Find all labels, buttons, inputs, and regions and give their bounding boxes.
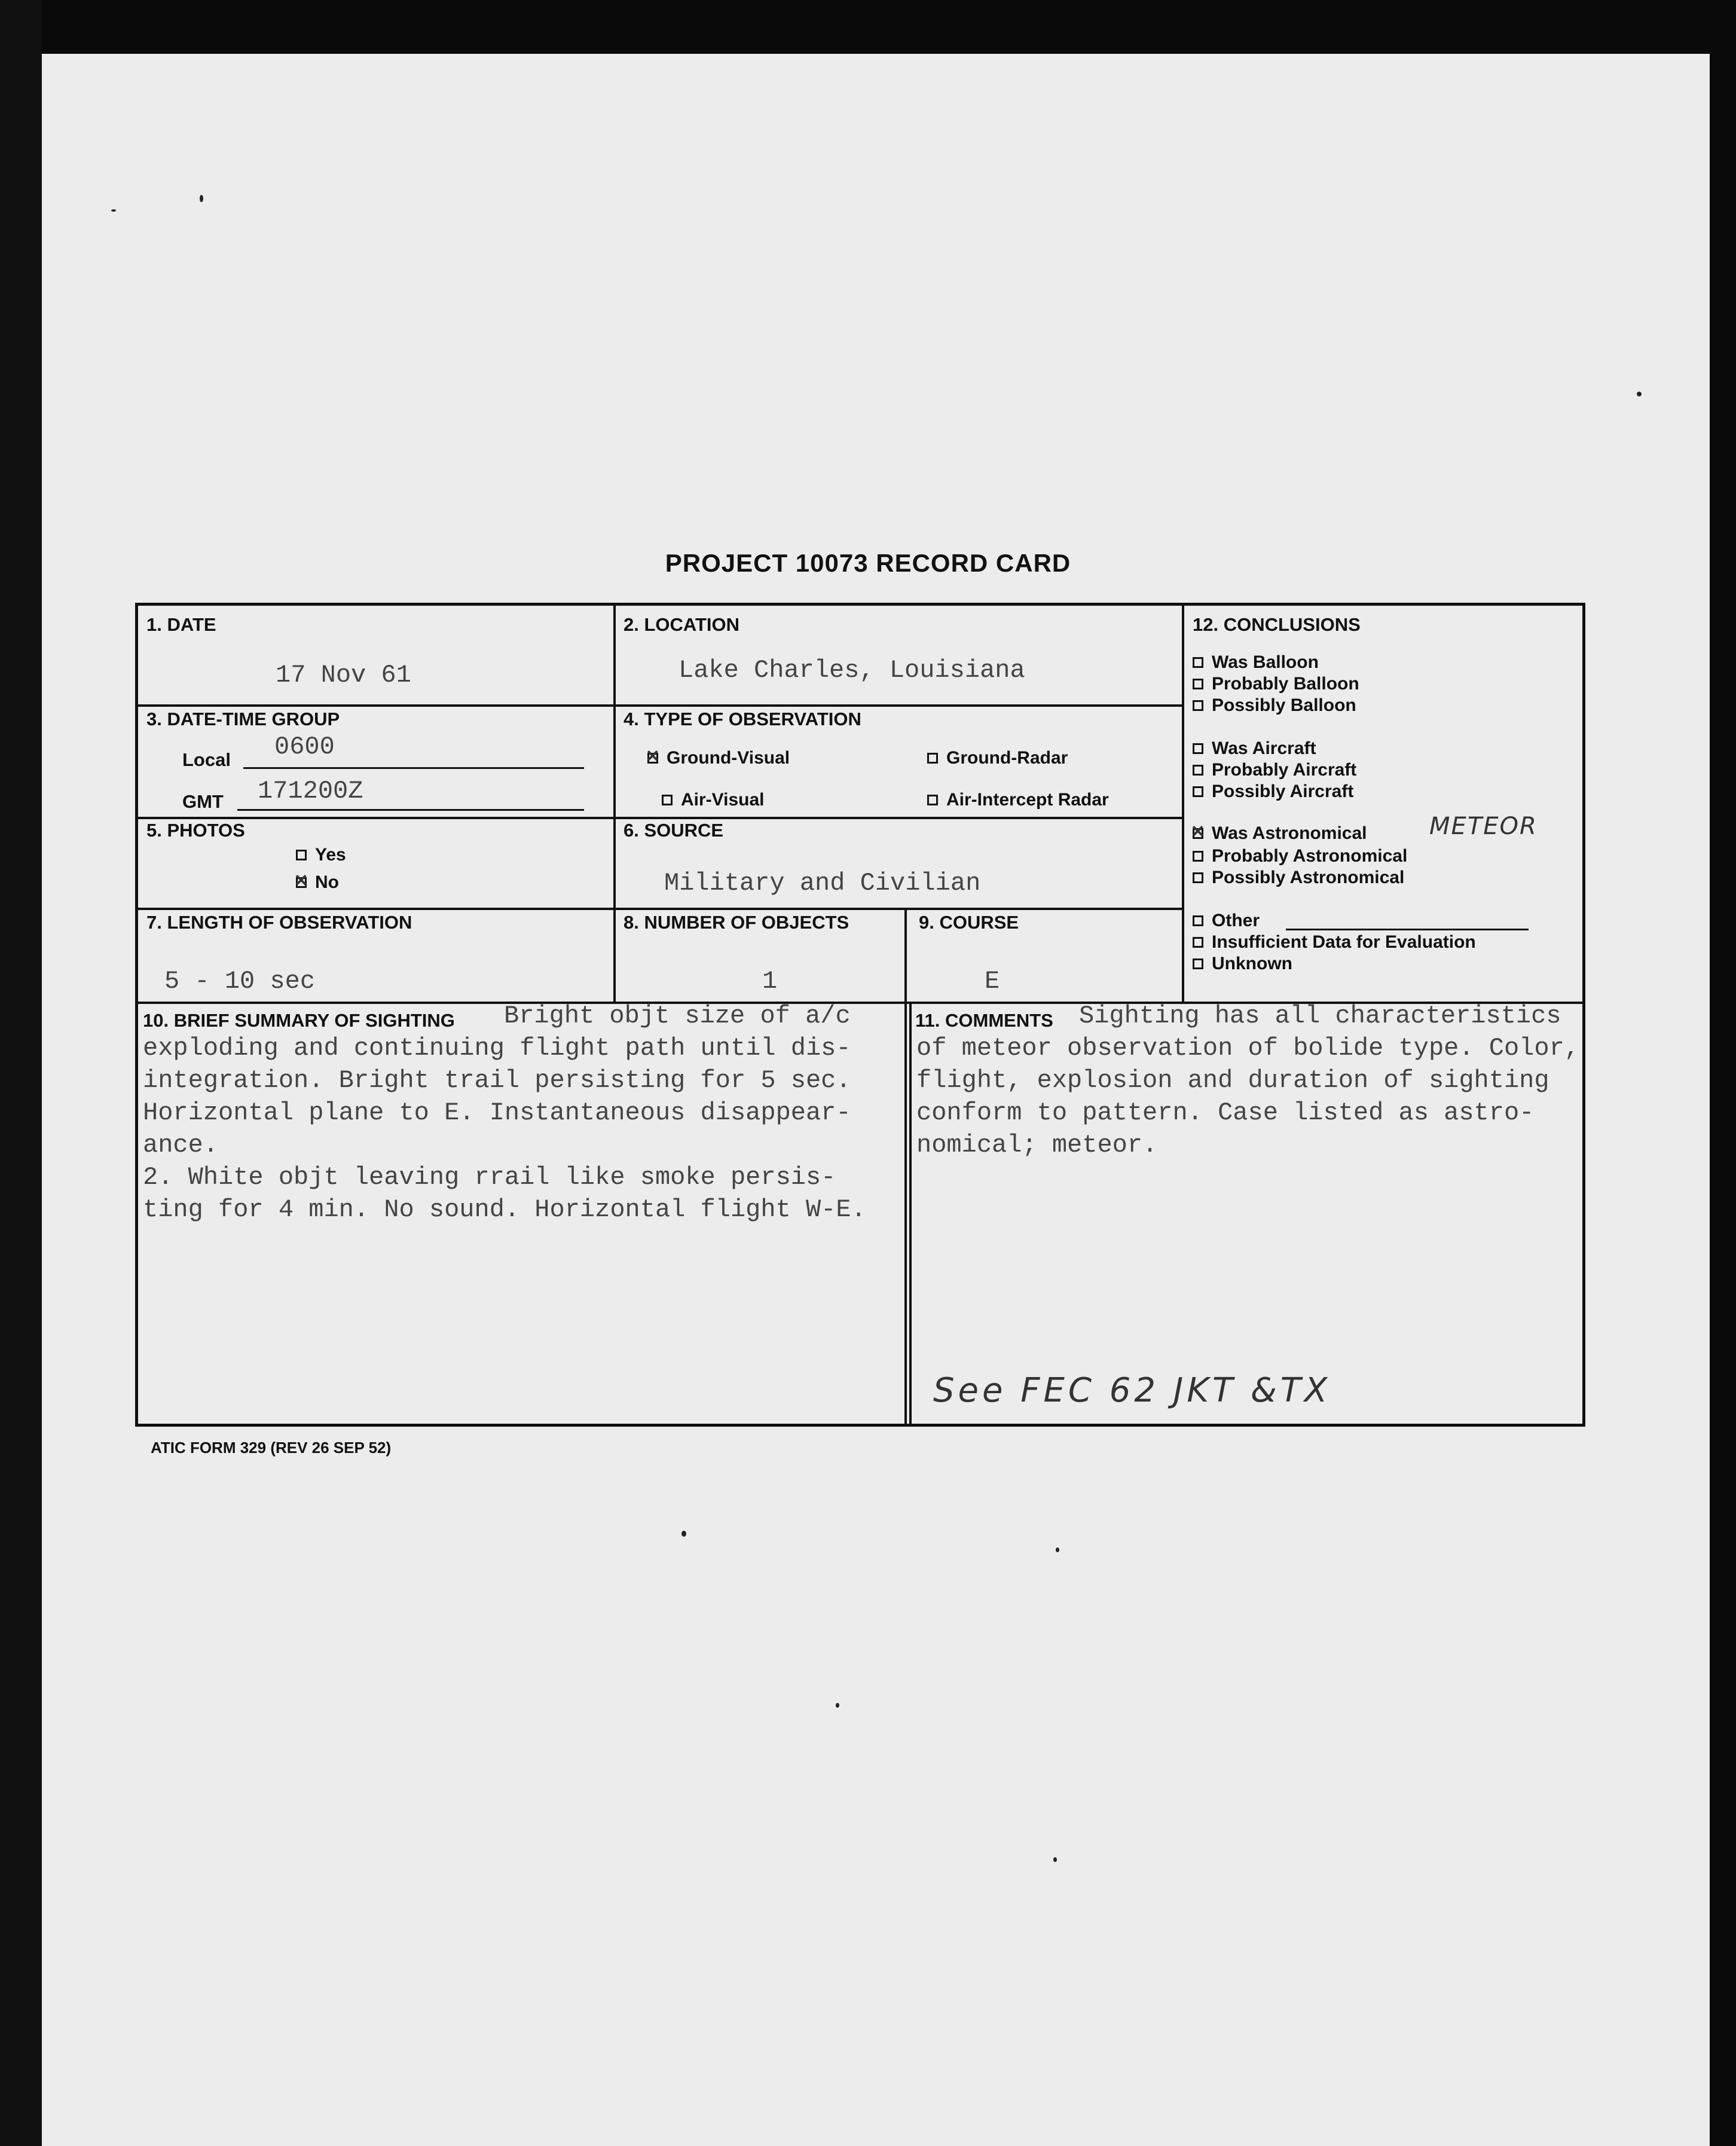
checkbox[interactable] (1193, 700, 1203, 711)
comments-line: flight, explosion and duration of sighting (916, 1066, 1549, 1095)
date-value: 17 Nov 61 (276, 661, 411, 689)
summary-line: ance. (143, 1131, 219, 1159)
course-label: 9. COURSE (919, 912, 1019, 933)
checkbox[interactable] (1193, 743, 1203, 754)
conclusions-label: 12. CONCLUSIONS (1193, 614, 1361, 635)
number-of-objects-label: 8. NUMBER OF OBJECTS (624, 912, 849, 933)
length-of-observation-label: 7. LENGTH OF OBSERVATION (146, 912, 412, 933)
divider (904, 908, 907, 1427)
divider (138, 817, 1182, 819)
conclusion-insufficient-data[interactable]: Insufficient Data for Evaluation (1193, 932, 1476, 953)
checkbox[interactable] (1193, 657, 1203, 668)
date-label: 1. DATE (146, 614, 216, 635)
number-of-objects-value: 1 (762, 967, 778, 996)
type-of-observation-label: 4. TYPE OF OBSERVATION (624, 709, 861, 729)
scan-left-edge (0, 0, 42, 2146)
divider (138, 908, 1182, 910)
checkbox-checked[interactable] (647, 753, 658, 764)
gmt-underline (237, 809, 584, 811)
comments-label: 11. COMMENTS (915, 1010, 1053, 1031)
gmt-label: GMT (182, 791, 224, 812)
checkbox-checked[interactable] (1193, 828, 1203, 839)
conclusion-unknown[interactable]: Unknown (1193, 954, 1292, 974)
form-number: ATIC FORM 329 (REV 26 SEP 52) (151, 1439, 392, 1457)
source-value: Military and Civilian (664, 869, 981, 898)
checkbox[interactable] (296, 850, 307, 860)
checkbox[interactable] (1193, 851, 1203, 862)
summary-line: Horizontal plane to E. Instantaneous disappear- (143, 1098, 851, 1127)
checkbox[interactable] (662, 795, 673, 805)
checkbox[interactable] (1193, 937, 1203, 948)
comments-line: conform to pattern. Case listed as astro- (916, 1098, 1535, 1127)
conclusion-other[interactable]: Other (1193, 911, 1260, 931)
photos-option-no[interactable]: ✕ No (296, 872, 339, 893)
divider (909, 1002, 912, 1427)
conclusion-probably-balloon[interactable]: Probably Balloon (1193, 674, 1359, 694)
conclusion-probably-astronomical[interactable]: Probably Astronomical (1193, 846, 1407, 866)
checkbox[interactable] (1193, 915, 1203, 926)
card-title: PROJECT 10073 RECORD CARD (665, 549, 1071, 577)
record-card (135, 603, 1585, 1427)
photos-option-yes[interactable]: Yes (296, 845, 346, 865)
divider (1182, 606, 1184, 1002)
checkbox[interactable] (1193, 958, 1203, 969)
conclusion-was-balloon[interactable]: Was Balloon (1193, 652, 1319, 673)
conclusion-was-aircraft[interactable]: Was Aircraft (1193, 738, 1316, 759)
date-time-group-label: 3. DATE-TIME GROUP (146, 709, 340, 729)
conclusion-possibly-balloon[interactable]: Possibly Balloon (1193, 695, 1356, 716)
course-value: E (985, 967, 1000, 996)
scan-speck (1056, 1547, 1059, 1552)
option-ground-visual[interactable]: ✕ Ground-Visual (647, 748, 790, 768)
handwritten-file-note: See FEC 62 JKT &TX (933, 1371, 1331, 1410)
summary-label: 10. BRIEF SUMMARY OF SIGHTING (143, 1010, 455, 1031)
scan-speck (200, 195, 203, 202)
scan-speck (836, 1703, 839, 1708)
comments-line: of meteor observation of bolide type. Color, (916, 1034, 1579, 1063)
conclusion-possibly-astronomical[interactable]: Possibly Astronomical (1193, 868, 1404, 888)
option-ground-radar[interactable]: Ground-Radar (927, 748, 1068, 768)
checkbox[interactable] (1193, 679, 1203, 689)
checkbox[interactable] (1193, 786, 1203, 797)
conclusion-was-astronomical[interactable]: ✕ Was Astronomical (1193, 823, 1367, 844)
checkbox[interactable] (927, 795, 938, 805)
location-label: 2. LOCATION (624, 614, 740, 635)
comments-line: Sighting has all characteristics (1079, 1002, 1561, 1030)
length-of-observation-value: 5 - 10 sec (164, 967, 316, 996)
checkbox[interactable] (927, 753, 938, 764)
option-air-visual[interactable]: Air-Visual (662, 790, 765, 810)
local-time-value: 0600 (274, 732, 335, 761)
other-underline (1286, 929, 1529, 930)
photos-label: 5. PHOTOS (146, 820, 245, 841)
scan-speck (111, 209, 116, 212)
comments-line: nomical; meteor. (916, 1131, 1158, 1159)
gmt-value: 171200Z (258, 777, 363, 805)
scan-speck (681, 1531, 686, 1537)
summary-line: integration. Bright trail persisting for 5 sec. (143, 1066, 851, 1095)
divider (613, 606, 616, 1002)
summary-line: ting for 4 min. No sound. Horizontal flight W-E. (143, 1195, 866, 1224)
local-label: Local (182, 749, 231, 770)
option-air-intercept-radar[interactable]: Air-Intercept Radar (927, 790, 1109, 810)
scan-speck (1637, 392, 1642, 396)
checkbox[interactable] (1193, 765, 1203, 776)
source-label: 6. SOURCE (624, 820, 724, 841)
summary-line: Bright objt size of a/c (504, 1002, 851, 1030)
checkbox-checked[interactable] (296, 877, 307, 888)
scan-speck (1053, 1857, 1057, 1862)
local-underline (243, 767, 584, 769)
handwritten-meteor-note: METEOR (1429, 813, 1538, 840)
summary-line: 2. White objt leaving rrail like smoke persis- (143, 1163, 836, 1192)
conclusion-possibly-aircraft[interactable]: Possibly Aircraft (1193, 782, 1353, 802)
conclusion-probably-aircraft[interactable]: Probably Aircraft (1193, 760, 1356, 780)
summary-line: exploding and continuing flight path until dis- (143, 1034, 851, 1063)
location-value: Lake Charles, Louisiana (678, 656, 1025, 685)
divider (138, 704, 1182, 707)
checkbox[interactable] (1193, 872, 1203, 883)
